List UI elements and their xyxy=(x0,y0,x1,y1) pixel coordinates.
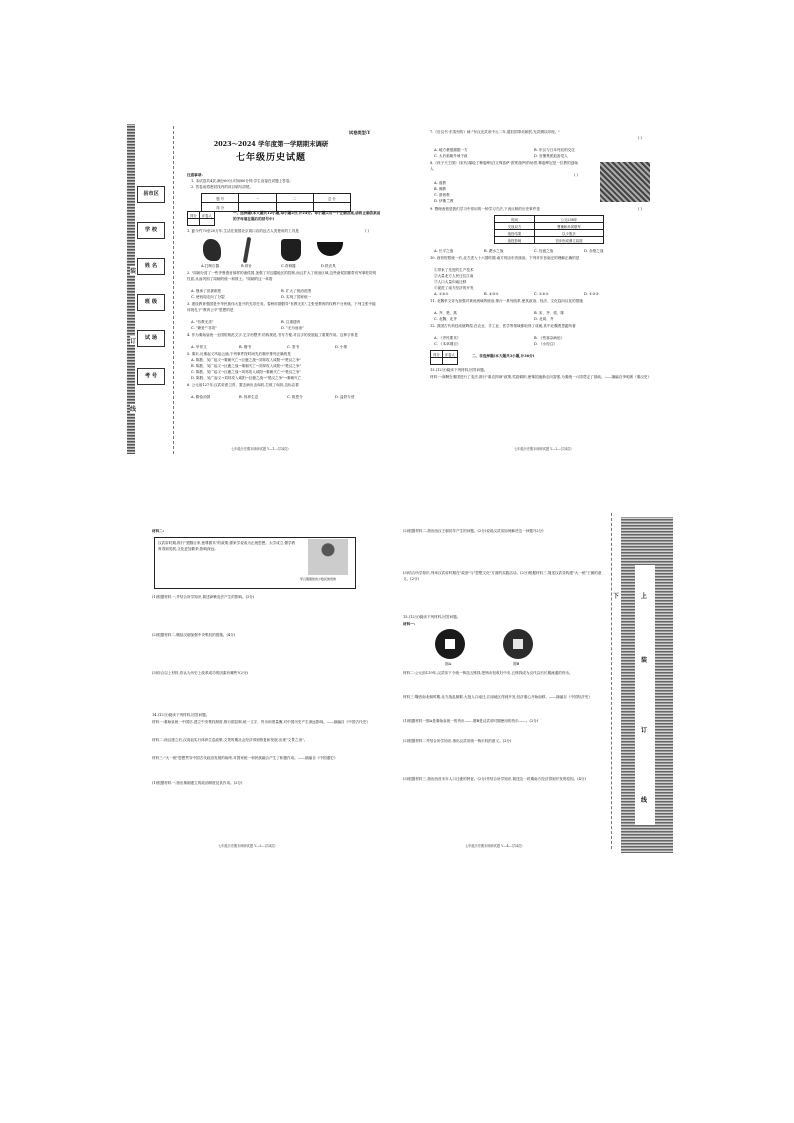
score-header-total: 总 分 xyxy=(313,194,350,203)
q10-item-2: ②大量北方人民迁往江南 xyxy=(434,274,474,278)
q6-option-c[interactable]: C. 推恩令 xyxy=(287,395,303,399)
q11-option-d[interactable]: D. 北周、齐 xyxy=(534,317,554,321)
q12-option-c[interactable]: C. 《本草纲目》 xyxy=(434,342,461,346)
q9-table-key: 交战双方 xyxy=(495,223,535,230)
binding-edge-char-2: 装 xyxy=(641,657,648,664)
q10-option-d[interactable]: D. ①②③ xyxy=(584,292,599,296)
q5-option-a[interactable]: A. 陈胜、吴广起义→秦朝灭亡→巨鹿之战→刘邦攻入咸阳→"楚汉之争" xyxy=(191,358,302,362)
note-item-2: 2. 答卷前将密封线内的项目填写清楚。 xyxy=(191,185,254,189)
q13-sub2: (2)根据材料二,概括汉朝加强中央集权的措施。(4分) xyxy=(152,633,236,637)
q3-text: 3. 建设教育强国是中华民族伟大复兴的先导任务。春秋时期倡导"有教无类",主张受教育的权利不分贵贱。下列主张中能体现孔子"教育公平"思想的是 xyxy=(187,302,376,312)
q8-text: 8.《孩子天王图》(宋代)描绘了释迦牟尼(文殊菩萨·普贤菩萨)的场景,释迦牟尼是一位教的创始人 xyxy=(430,161,578,171)
q12-option-a[interactable]: A. 《齐民要术》 xyxy=(434,336,461,340)
q11-option-a[interactable]: A. 齐、楚、燕 xyxy=(434,311,457,315)
q15-material1-label: 材料一: xyxy=(403,622,416,626)
q9-table-key: 时间 xyxy=(495,216,535,223)
q8-option-a[interactable]: A. 道教 xyxy=(434,181,447,185)
q9-table-value: 曹操和孙刘联军 xyxy=(534,223,603,230)
q9-table-key: 战役影响 xyxy=(495,237,535,244)
binding-edge-char-3: 线 xyxy=(130,406,137,413)
paper-type: 试卷类型:Y xyxy=(349,130,371,135)
field-county[interactable]: 县市区 xyxy=(137,186,165,203)
grader-table-2 xyxy=(430,350,458,365)
q15-material3: 材料三:魏晋南北朝时期,北方战乱频繁,大批人口南迁,江南地区得到开发,经济重心开始南移。——摘编自《中国经济史》 xyxy=(403,695,593,699)
q10-option-c[interactable]: C. ①②④ xyxy=(534,292,549,296)
q7-option-c[interactable]: C. 太后临朝外戚干政 xyxy=(434,154,468,158)
q11-option-c[interactable]: C. 北魏、北齐 xyxy=(434,317,457,321)
grader-score-cell[interactable] xyxy=(188,219,200,226)
coin-b-image xyxy=(503,629,533,659)
q10-option-a[interactable]: A. ①②④ xyxy=(434,292,449,296)
q13-material2-label: 材料二: xyxy=(152,529,165,533)
coin-b-label: 图B xyxy=(513,662,520,666)
iron-tool-image xyxy=(317,242,343,256)
coin-a-image xyxy=(435,629,465,659)
notes-title: 注意事项: xyxy=(187,173,203,177)
q6-option-b[interactable]: B. 休养生息 xyxy=(239,395,259,399)
exam-page-2 xyxy=(424,118,674,460)
q10-item-1: ①带来了先进的生产技术 xyxy=(434,268,474,272)
score-header-part1: 一 xyxy=(239,194,276,203)
q14-sub1: (1)根据材料一,指出秦朝建立的政治制度及其作用。(2分) xyxy=(152,781,243,785)
q15-intro: 15.(12分)阅读下列材料,回答问题。 xyxy=(403,615,461,619)
q14-material2: 材料二:西汉建立后,汉高祖实行休养生息政策,文景时期社会经济得到恢复和发展,出现"文景之治"。 xyxy=(152,738,308,742)
q6-option-d[interactable]: D. 盐铁专营 xyxy=(335,395,355,399)
page2-footer: 七年级历史期末调研试题 Y—2—(共4页) xyxy=(514,447,572,451)
q15-sub2: (2)根据材料二并结合所学知识,指出汉武帝统一铸币权的意义。(2分) xyxy=(403,739,512,743)
q14-intro: 14.(12分)阅读下列材料,回答问题。 xyxy=(152,713,210,717)
q8-answer-paren[interactable]: ( ) xyxy=(574,173,578,177)
q10-option-b[interactable]: B. ②③④ xyxy=(484,292,499,296)
grader-table-1 xyxy=(187,211,215,226)
q15-sub3: (3)根据材料三,指出西晋末年人口迁徙的特征。(2分)并结合所学知识,简述这一时期南方经济得到开发的原因。(4分) xyxy=(403,777,586,781)
grader-score-label: 得分 xyxy=(188,212,200,219)
q5-option-b[interactable]: B. 陈胜、吴广起义→巨鹿之战→秦朝灭亡→刘邦攻入咸阳→"楚汉之争" xyxy=(191,364,302,368)
q9-table-key: 战役结果 xyxy=(495,230,535,237)
binding-side-char: 下 xyxy=(613,593,620,600)
page3-footer: 七年级历史期末调研试题 Y—3—(共4页) xyxy=(218,844,276,848)
q4-option-a[interactable]: A. 甲骨文 xyxy=(191,345,207,349)
grader-name-cell[interactable] xyxy=(199,219,214,226)
q5-option-d[interactable]: D. 陈胜、吴广起义→刘邦攻入咸阳→巨鹿之战→"楚汉之争"→秦朝灭亡 xyxy=(191,376,302,380)
q2-text: 2. "周朝分封了一些齐鲁燕晋那样的诸侯国,加强了对边疆地区的控制,而且扩大了统治区域,这些诸侯国都带有军事驻防的性质,从而巩固了周朝的统一和领土。"周朝的这一举措 xyxy=(187,271,377,281)
q1-option-d[interactable]: D.铁农具 xyxy=(321,264,336,268)
q13-sub3: (3)综合以上材料,你认为历史上改革成功的因素有哪些?(2分) xyxy=(152,671,248,675)
q13-material2-text: 汉武帝时期,推行"罢黜百家,独尊儒术"的政策,儒家学说成为正统思想。太学成立,儒学教育得到发展,文化更加繁荣,影响深远。 xyxy=(158,541,296,551)
q5-text: 5. 秦末,反秦起义风起云涌,下列事件按时间先后顺序排列正确的是 xyxy=(187,352,291,356)
page4-footer: 七年级历史期末调研试题 Y—4—(共4页) xyxy=(465,844,523,848)
q12-text: 12. 我国古代科技成就辉煌,在农业、手工业、医学等领域都取得了成就,其中北魏贾思勰所著 xyxy=(430,324,576,328)
nobleman-figure-image xyxy=(308,539,348,575)
q12-option-d[interactable]: D. 《水经注》 xyxy=(534,342,558,346)
q15-material2: 材料二:公元前119年,汉武帝下令统一铸造五铢钱,把铸币权收归中央,五铢钱成为汉代以后长期流通的货币。 xyxy=(403,671,573,675)
q14-sub3: (3)结合所学知识,列举汉武帝时期在"政治"与"思想文化"方面的实践活动。(2分)根据材料三,简述汉武帝构建"大一统"王朝的意义。(2分) xyxy=(403,571,602,581)
q2-option-b[interactable]: B. 扩大了统治范围 xyxy=(281,289,312,293)
q7-option-b[interactable]: B. 东汉与日本列岛的交往 xyxy=(534,148,575,152)
q4-text: 4. 作为秦始皇统一全国的规范文字,它字形整齐,结构规范,书写方便,对汉字的发展起了重要作用。这种字体是 xyxy=(187,333,358,337)
q6-option-a[interactable]: A. 勤俭治国 xyxy=(191,395,211,399)
score-header-question: 题 号 xyxy=(202,194,239,203)
q13-material1: 材料一:商鞅在秦国进行了变法,推行"重农抑商"政策,奖励耕织,使秦国逐渐走向富强,为秦统一六国奠定了基础。——摘编自李明著《秦汉史》 xyxy=(430,375,652,379)
q7-answer-paren[interactable]: ( ) xyxy=(638,136,642,140)
binding-edge-char-3: 订 xyxy=(641,727,648,734)
exam-title-line1: 2023～2024 学年度第一学期期末调研 xyxy=(213,140,329,148)
q1-answer-paren[interactable]: ( ) xyxy=(365,229,369,233)
seal-line xyxy=(173,126,174,454)
q9-option-d[interactable]: D. 赤壁之战 xyxy=(584,249,604,253)
section1-title: 一、选择题(本大题共12小题,每小题2分,计24分。每小题只有一个正确答案,请将正确答案前的字母填在题后的括号中) xyxy=(233,211,381,221)
q9-option-c[interactable]: C. 官渡之战 xyxy=(534,249,554,253)
q2-option-c[interactable]: C. 使西周走向了分裂 xyxy=(191,295,225,299)
field-exam-number[interactable]: 考 号 xyxy=(137,368,165,385)
score-table xyxy=(201,193,351,212)
q6-text: 6. 公元前127年,汉武帝派卫青、霍去病出击匈奴,打败了匈奴,这标志着 xyxy=(187,383,299,387)
field-exam-room[interactable]: 试 场 xyxy=(137,330,165,347)
field-class[interactable]: 班 级 xyxy=(137,294,165,311)
q4-option-d[interactable]: D. 小篆 xyxy=(335,345,348,349)
q3-option-c[interactable]: C. "兼爱""非攻" xyxy=(191,326,217,330)
field-name[interactable]: 姓 名 xyxy=(137,258,165,275)
binding-edge-char-1: 上 xyxy=(641,593,648,600)
q3-option-a[interactable]: A. "有教无类" xyxy=(191,320,214,324)
q14-material3: 材料三:"大一统"思想贯穿中国古代政治发展的始终,对国家统一和民族融合产生了积极作用。——摘编自《中国通史》 xyxy=(152,756,338,760)
q1-text: 1. 距今约70至20万年,生活在我国北京周口店的远古人类使用的工具是 xyxy=(187,229,299,233)
q11-option-b[interactable]: B. 宋、齐、梁、陈 xyxy=(534,311,565,315)
exam-title-line2: 七年级历史试题 xyxy=(235,153,306,163)
field-school[interactable]: 学 校 xyxy=(137,222,165,239)
score-row-label: 得 分 xyxy=(202,203,239,212)
grader-name-label: 评卷人 xyxy=(442,351,457,358)
page1-footer: 七年级历史期末调研试题 Y—1—(共4页) xyxy=(231,447,289,451)
q3-option-b[interactable]: B. 注重德育 xyxy=(281,320,301,324)
q8-option-c[interactable]: C. 基督教 xyxy=(434,193,450,197)
q12-option-b[interactable]: B. 《伤寒杂病论》 xyxy=(534,336,565,340)
coin-a-label: 图A xyxy=(445,662,452,666)
q4-option-c[interactable]: C. 隶书 xyxy=(287,345,300,349)
q4-option-b[interactable]: B. 楷书 xyxy=(239,345,252,349)
q10-item-3: ③人口大量向南迁移 xyxy=(434,280,467,284)
q9-table xyxy=(494,215,604,244)
q10-text: 10. 西晋短暂统一后,北方进入十六国时期,南方则由东晋统治。下列对东晋南迁的理解正确的是 xyxy=(430,256,580,260)
grader-name-cell[interactable] xyxy=(442,358,457,365)
q9-table-value: 初步形成鼎立局面 xyxy=(534,237,603,244)
q9-table-value: 公元208年 xyxy=(534,216,603,223)
q15-sub1: (1)根据材料一图A是秦始皇统一的货币——,图B是汉武帝时期使用的货币——。(2分) xyxy=(403,719,539,723)
note-item-1: 1. 本试卷共4页,满分60分,时间60分钟,学生直接在试题上答卷; xyxy=(191,179,291,183)
q9-table-value: 以少胜多 xyxy=(534,230,603,237)
q7-option-a[interactable]: A. 地方豪强割据一方 xyxy=(434,148,468,152)
bone-needle-image xyxy=(243,237,251,263)
q9-option-b[interactable]: B. 淝水之战 xyxy=(484,249,504,253)
binding-edge-char-1: 装 xyxy=(130,268,137,275)
binding-edge-char-4: 线 xyxy=(641,797,648,804)
q5-option-c[interactable]: C. 陈胜、吴广起义→巨鹿之战→刘邦攻入咸阳→秦朝灭亡→"楚汉之争" xyxy=(191,370,302,374)
q9-text: 9. 整理表格是我们学习中常用的一种学习方法,下表反映的历史事件是 xyxy=(430,207,540,211)
seal-line-right xyxy=(611,513,612,849)
figure-caption: 穿汉服服装的少数民族贵族 xyxy=(300,577,337,581)
grader-score-label: 得分 xyxy=(431,351,443,358)
score-header-part2: 二 xyxy=(276,194,313,203)
q10-item-4: ④促进了南方经济的开发 xyxy=(434,286,474,290)
q9-option-a[interactable]: A. 长平之战 xyxy=(434,249,454,253)
q7-text: 7.《后汉书·东夷列传》载:"东汉光武帝中元二年,倭奴国奉贡朝贺,光武赐以印绶。" xyxy=(430,130,560,134)
grader-name-label: 评卷人 xyxy=(199,212,214,219)
bronze-vessel-image xyxy=(281,239,301,261)
grader-score-cell[interactable] xyxy=(431,358,443,365)
stone-tool-image xyxy=(203,239,221,261)
q13-sub1: (1)根据材料一,并结合所学知识,简述商鞅变法产生的影响。(2分) xyxy=(152,595,255,599)
q11-text: 11. 北魏孝文帝为加强对黄河流域的统治,推行一系列改革,使其政治、经济、文化趋向汉化的措施 xyxy=(430,299,583,303)
q8-option-d[interactable]: D. 伊斯兰教 xyxy=(434,199,454,203)
q14-material1: 材料一:秦始皇统一中国后,建立中央集权制度,推行郡县制,统一文字、货币和度量衡,对中国历史产生深远影响。——摘编自《中国古代史》 xyxy=(152,720,370,724)
q13-intro: 13.(12分)阅读下列材料,回答问题。 xyxy=(430,368,488,372)
q1-option-c[interactable]: C.青铜器 xyxy=(281,264,296,268)
q9-answer-paren[interactable]: ( ) xyxy=(638,207,642,211)
q1-option-b[interactable]: B.骨针 xyxy=(241,264,252,268)
q1-option-a[interactable]: A.打制石器 xyxy=(201,264,220,268)
exam-page-1 xyxy=(121,118,391,460)
binding-strip-inner xyxy=(635,565,655,825)
q2-option-d[interactable]: D. 实现了国家统一 xyxy=(281,295,312,299)
section2-title: 二、非选择题(本大题共3小题,计36分) xyxy=(472,354,535,358)
exam-page-4 xyxy=(395,505,677,857)
q7-option-d[interactable]: D. 官僚集团迫害党人 xyxy=(534,154,568,158)
painting-image xyxy=(600,162,650,202)
binding-edge-char-2: 订 xyxy=(130,338,137,345)
q8-option-b[interactable]: B. 佛教 xyxy=(434,187,447,191)
q14-sub2: (2)根据材料二,指出西汉王朝初年产生的问题。(2分)说说汉武帝如何解决这一问题?(2分) xyxy=(403,529,544,533)
exam-page-3 xyxy=(124,505,390,857)
q2-option-a[interactable]: A. 继承了世袭制度 xyxy=(191,289,222,293)
q3-option-d[interactable]: D. "无为而治" xyxy=(281,326,304,330)
